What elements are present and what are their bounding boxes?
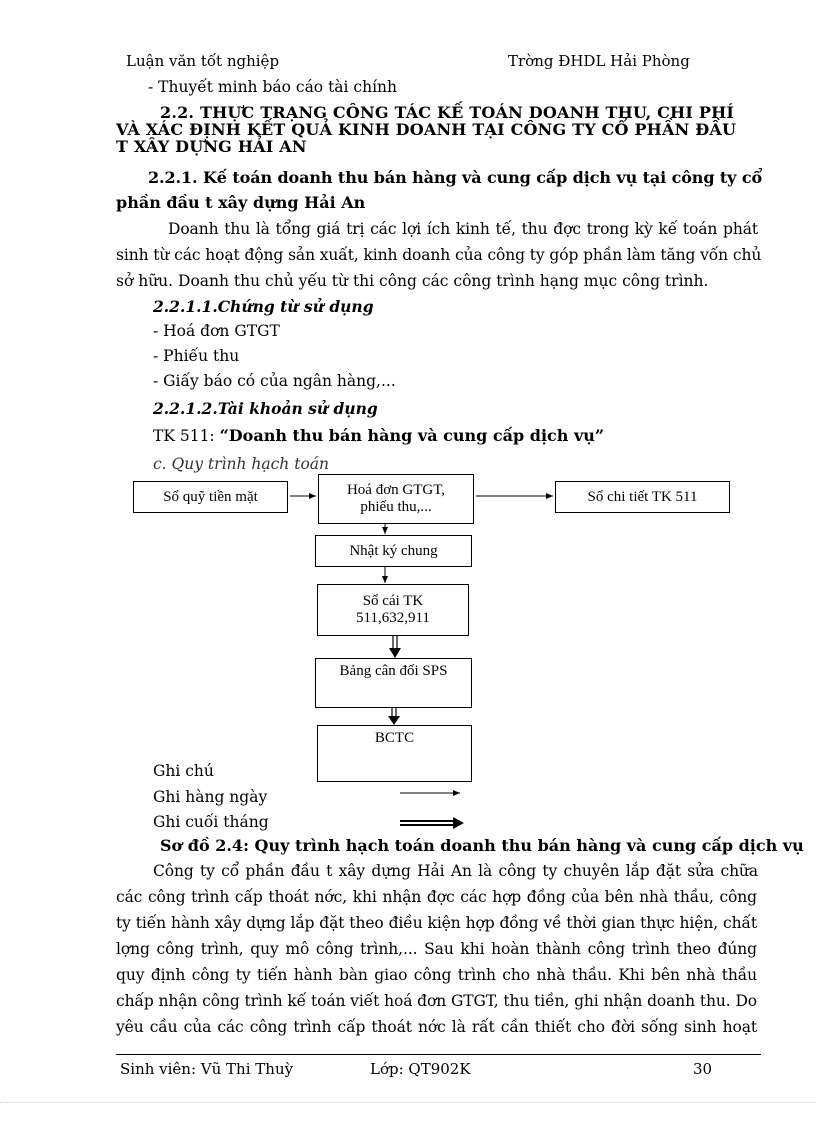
- journal-label: Nhật ký chung: [349, 542, 438, 559]
- docs-item: - Giấy báo có của ngân hàng,...: [153, 372, 396, 390]
- invoice-label-line2: phiếu thu,...: [360, 499, 432, 515]
- docs-item: - Hoá đơn GTGT: [153, 322, 280, 340]
- double-arrow-ledger-to-balance: [389, 636, 401, 658]
- subsection-heading-line1: 2.2.1. Kế toán doanh thu bán hàng và cung cấp dịch vụ tại công ty cổ: [148, 168, 763, 187]
- footer-class: Lớp: QT902K: [370, 1060, 471, 1078]
- double-arrow-balance-to-bctc: [388, 708, 400, 725]
- ledger-label-line1: Sổ cái TK: [362, 593, 424, 609]
- paragraph2-line3: ty tiến hành xây dựng lắp đặt theo điều kiện hợp đồng về thời gian thực hiện, chất: [116, 914, 757, 932]
- paragraph2-line2: các công trình cấp thoát nớc, khi nhận đợc các hợp đồng của bên nhà thầu, công: [116, 888, 757, 906]
- section-heading-line1: 2.2. THỰC TRẠNG CÔNG TÁC KẾ TOÁN DOANH THU, CHI PHÍ: [160, 103, 735, 122]
- paragraph2-line7: yêu cầu của các công trình cấp thoát nớc là rất cần thiết cho đời sống sinh hoạt: [116, 1018, 757, 1036]
- footer-rule: [116, 1054, 761, 1055]
- legend-title: Ghi chú: [153, 762, 214, 780]
- paragraph2-line5: quy định công ty tiến hành bàn giao công trình cho nhà thầu. Khi bên nhà thầu: [116, 966, 757, 984]
- footer-page-number: 30: [693, 1060, 713, 1078]
- paragraph1-line3: sở hữu. Doanh thu chủ yếu từ thi công các công trình hạng mục công trình.: [116, 272, 709, 290]
- legend-month-end-label: Ghi cuối tháng: [153, 813, 269, 831]
- page-bottom-edge: [0, 1102, 816, 1103]
- cash-book-label: Sổ quỹ tiền mặt: [163, 488, 258, 505]
- legend-month-end-arrow: [400, 817, 464, 829]
- paragraph2-line1: Công ty cổ phần đầu t xây dựng Hải An là công ty chuyên lắp đặt sửa chữa: [153, 862, 758, 880]
- section-heading-line3: T XÂY DỰNG HẢI AN: [116, 137, 307, 156]
- header-thesis-label: Luận văn tốt nghiệp: [126, 52, 280, 70]
- paragraph1-line1: Doanh thu là tổng giá trị các lợi ích kinh tế, thu đợc trong kỳ kế toán phát: [168, 220, 758, 238]
- tk-name: “Doanh thu bán hàng và cung cấp dịch vụ”: [219, 426, 605, 445]
- subsection-heading-line2: phần đầu t xây dựng Hải An: [116, 193, 366, 212]
- header-university: Trờng ĐHDL Hải Phòng: [508, 52, 690, 70]
- intro-item: - Thuyết minh báo cáo tài chính: [148, 78, 398, 96]
- accounts-heading: 2.2.1.2.Tài khoản sử dụng: [153, 399, 378, 418]
- process-heading: c. Quy trình hạch toán: [153, 455, 329, 473]
- section-heading-line2: VÀ XÁC ĐỊNH KẾT QUẢ KINH DOANH TẠI CÔNG TY CỔ PHẦN ĐẦU: [116, 120, 737, 139]
- ledger-label-line2: 511,632,911: [356, 610, 430, 626]
- legend-daily-label: Ghi hàng ngày: [153, 788, 268, 806]
- docs-item: - Phiếu thu: [153, 347, 240, 365]
- financial-statements-label: BCTC: [374, 730, 415, 746]
- diagram-caption: Sơ đồ 2.4: Quy trình hạch toán doanh thu bán hàng và cung cấp dịch vụ: [160, 836, 804, 855]
- paragraph1-line2: sinh từ các hoạt động sản xuất, kinh doanh của công ty góp phần làm tăng vốn chủ: [116, 246, 762, 264]
- detail-ledger-label: Sổ chi tiết TK 511: [587, 488, 698, 505]
- tk-prefix: TK 511:: [153, 427, 220, 445]
- paragraph2-line4: lợng công trình, quy mô công trình,... Sau khi hoàn thành công trình theo đúng: [116, 940, 757, 958]
- invoice-label-line1: Hoá đơn GTGT,: [346, 482, 446, 498]
- paragraph2-line6: chấp nhận công trình kế toán viết hoá đơn GTGT, thu tiền, ghi nhận doanh thu. Do: [116, 992, 757, 1010]
- docs-heading: 2.2.1.1.Chứng từ sử dụng: [153, 297, 374, 316]
- footer-student: Sinh viên: Vũ Thi Thuỳ: [120, 1060, 294, 1078]
- trial-balance-label: Bảng cân đối SPS: [339, 663, 448, 679]
